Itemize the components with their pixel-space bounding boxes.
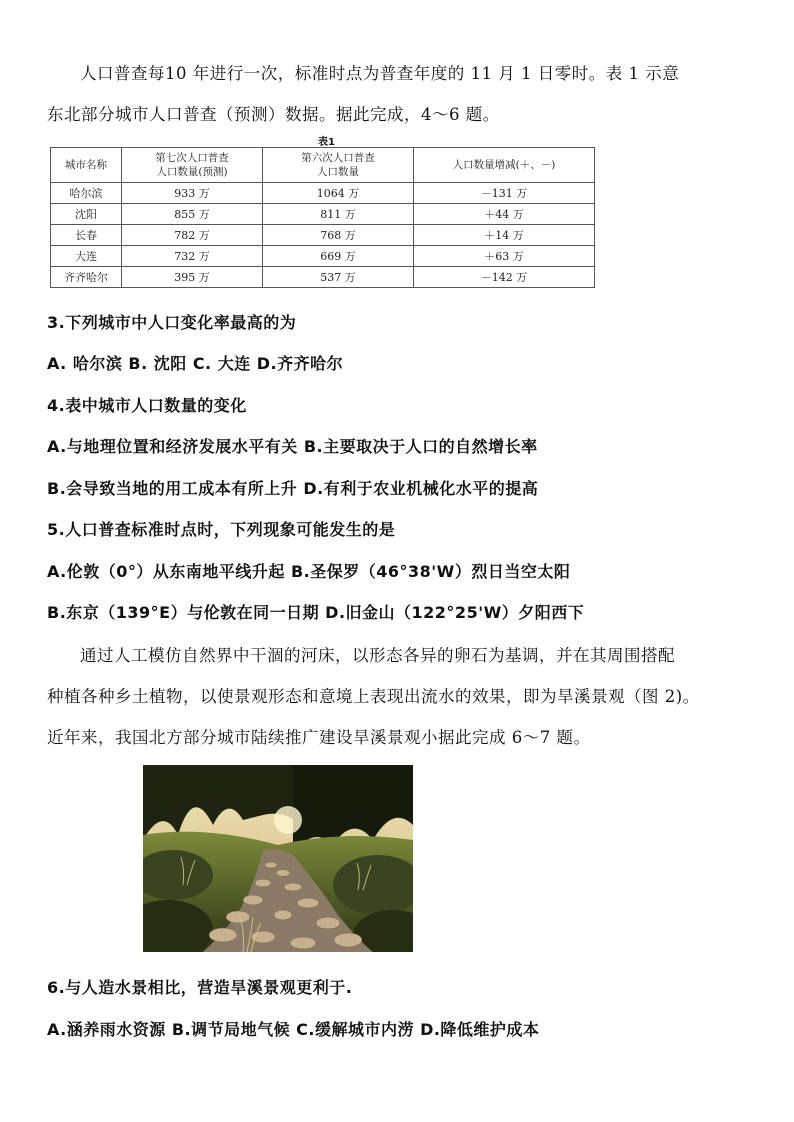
header-seventh	[122, 148, 263, 183]
passage2-line-1: 通过人工模仿自然界中干涸的河床，以形态各异的卵石为基调，并在其周围搭配	[80, 646, 675, 665]
cell-seventh: 395 万	[122, 267, 263, 288]
census-table	[50, 147, 595, 288]
cell-change: ＋14 万	[414, 225, 595, 246]
cell-city: 大连	[51, 246, 122, 267]
cell-change: ＋63 万	[414, 246, 595, 267]
cell-seventh: 732 万	[122, 246, 263, 267]
header-sixth	[263, 148, 414, 183]
header-sixth-line1: 第六次人口普查	[301, 152, 375, 164]
q4-options-line-2: B.会导致当地的用工成本有所上升 D.有利于农业机械化水平的提高	[47, 479, 539, 498]
q3-options: A. 哈尔滨 B. 沈阳 C. 大连 D.齐齐哈尔	[47, 354, 344, 373]
header-seventh-line1: 第七次人口普查	[155, 152, 229, 164]
intro-line-2: 东北部分城市人口普查（预测）数据。据此完成，4～6 题。	[47, 105, 500, 124]
passage2-line-3: 近年来，我国北方部分城市陆续推广建设旱溪景观小据此完成 6～7 题。	[47, 728, 591, 747]
passage2-line-2: 种植各种乡土植物，以使景观形态和意境上表现出流水的效果，即为旱溪景观（图 2)。	[47, 687, 700, 706]
q6-stem: 6.与人造水景相比，营造旱溪景观更利于.	[47, 978, 353, 997]
cell-sixth: 768 万	[263, 225, 414, 246]
cell-change: －142 万	[414, 267, 595, 288]
table-row	[51, 246, 595, 267]
intro-line-1: 人口普查每10 年进行一次，标准时点为普查年度的 11 月 1 日零时。表 1 示意	[80, 64, 680, 83]
table-row	[51, 267, 595, 288]
q5-options-line-2: B.东京（139°E）与伦敦在同一日期 D.旧金山（122°25'W）夕阳西下	[47, 603, 585, 622]
dry-creek-photo	[143, 765, 413, 952]
q6-options: A.涵养雨水资源 B.调节局地气候 C.缓解城市内涝 D.降低维护成本	[47, 1020, 540, 1039]
cell-sixth: 1064 万	[263, 183, 414, 204]
table-caption: 表1	[318, 137, 335, 148]
cell-seventh: 855 万	[122, 204, 263, 225]
cell-seventh: 782 万	[122, 225, 263, 246]
header-seventh-line2: 人口数量(预测)	[156, 166, 228, 178]
table-row	[51, 183, 595, 204]
header-change: 人口数量增减(＋、－)	[414, 148, 595, 183]
cell-change: ＋44 万	[414, 204, 595, 225]
dry-creek-illustration	[143, 765, 413, 952]
cell-sixth: 537 万	[263, 267, 414, 288]
cell-city: 哈尔滨	[51, 183, 122, 204]
q4-stem: 4.表中城市人口数量的变化	[47, 396, 247, 415]
q4-options-line-1: A.与地理位置和经济发展水平有关 B.主要取决于人口的自然增长率	[47, 437, 538, 456]
header-sixth-line2: 人口数量	[317, 166, 359, 178]
cell-seventh: 933 万	[122, 183, 263, 204]
cell-sixth: 811 万	[263, 204, 414, 225]
q5-options-line-1: A.伦敦（0°）从东南地平线升起 B.圣保罗（46°38'W）烈日当空太阳	[47, 562, 571, 581]
cell-city: 沈阳	[51, 204, 122, 225]
cell-sixth: 669 万	[263, 246, 414, 267]
header-city: 城市名称	[51, 148, 122, 183]
cell-city: 长春	[51, 225, 122, 246]
q5-stem: 5.人口普查标准时点时，下列现象可能发生的是	[47, 520, 396, 539]
q3-stem: 3.下列城市中人口变化率最高的为	[47, 313, 297, 332]
cell-city: 齐齐哈尔	[51, 267, 122, 288]
table-header-row	[51, 148, 595, 183]
table-row	[51, 225, 595, 246]
cell-change: －131 万	[414, 183, 595, 204]
table-row	[51, 204, 595, 225]
